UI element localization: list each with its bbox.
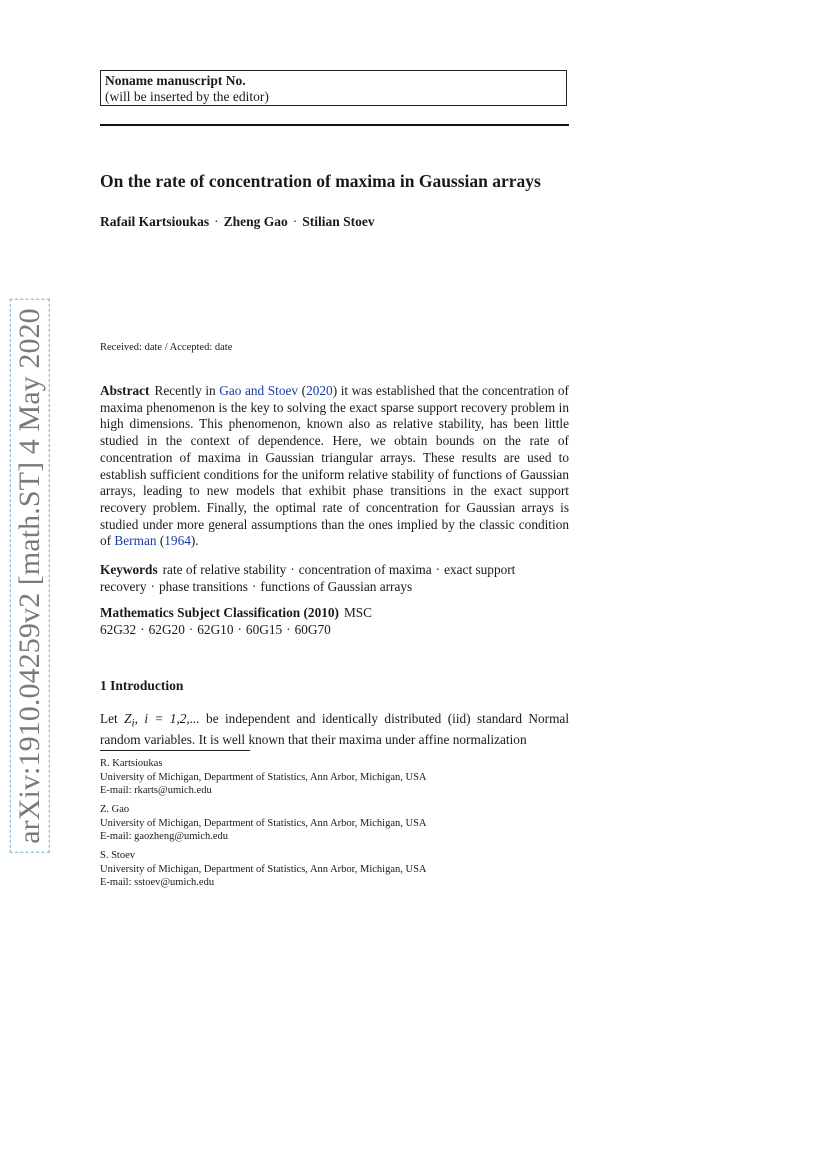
manuscript-header-box xyxy=(100,70,567,106)
msc-classification xyxy=(100,605,569,638)
abstract-text: ) it was established that the concentration of maxima phenomenon is the key to solving the exact sparse support recovery problem in high dimensions. This phenomenon, known also as relative stability, has been little studied in the context of dependence. Here, we obtain bounds on the rate of concentration of maxima in Gaussian triangular arrays. These results are used to establish sufficient conditions for the uniform relative stability of functions of Gaussian arrays, leading to new models that exhibit phase transitions in the exact support recovery problem. Finally, the optimal rate of concentration for Gaussian arrays is studied under more general assumptions than the ones implied by the classic condition of xyxy=(100,383,569,549)
citation-year-link[interactable]: 1964 xyxy=(164,533,191,549)
editor-note: (will be inserted by the editor) xyxy=(105,89,269,104)
affiliation-name: R. Kartsioukas xyxy=(100,758,163,769)
arxiv-identifier: arXiv:1910.04259v2 [math.ST] 4 May 2020 xyxy=(10,299,50,853)
affiliation-name: S. Stoev xyxy=(100,850,136,861)
msc-code: 60G15 xyxy=(245,621,283,637)
citation-link[interactable]: Berman xyxy=(114,533,157,549)
affiliation-department: University of Michigan, Department of Statistics, Ann Arbor, Michigan, USA xyxy=(100,817,427,829)
author-separator: · xyxy=(214,214,219,229)
msc-prefix: MSC xyxy=(343,605,373,620)
manuscript-number: Noname manuscript No. xyxy=(105,73,246,88)
intro-text: , xyxy=(134,711,145,726)
abstract-text: ). xyxy=(190,533,199,549)
abstract-label: Abstract xyxy=(100,383,150,398)
intro-text: Let xyxy=(100,711,125,726)
keywords xyxy=(100,562,569,595)
affiliation-email: E-mail: sstoev@umich.edu xyxy=(100,877,215,888)
msc-label: Mathematics Subject Classification (2010) xyxy=(100,605,339,620)
msc-code: 60G70 xyxy=(294,621,331,637)
section-heading: 1 Introduction xyxy=(100,678,184,693)
received-date: Received: date / Accepted: date xyxy=(100,342,233,353)
keyword: rate of relative stability xyxy=(162,562,287,577)
msc-code: 62G32 xyxy=(100,621,137,637)
arxiv-sidebar xyxy=(2,308,58,844)
keyword-separator: · xyxy=(251,578,257,594)
math-variable: Z xyxy=(124,711,132,726)
footnote-rule xyxy=(100,750,250,751)
msc-separator: · xyxy=(140,621,145,637)
msc-code: 62G10 xyxy=(197,621,234,637)
keyword-separator: · xyxy=(435,562,441,577)
msc-code: 62G20 xyxy=(148,621,185,637)
author-name: Stilian Stoev xyxy=(302,214,375,229)
keyword: phase transitions xyxy=(158,578,248,594)
affiliation-department: University of Michigan, Department of Statistics, Ann Arbor, Michigan, USA xyxy=(100,771,427,783)
affiliation-email: E-mail: rkarts@umich.edu xyxy=(100,785,212,796)
abstract-text: ( xyxy=(298,383,307,398)
author-name: Zheng Gao xyxy=(223,214,288,229)
intro-text: be independent and identically distributed (iid) standard Normal random variables. It is well known that their maxima under affine normalization xyxy=(100,711,570,748)
paper-title: On the rate of concentration of maxima in Gaussian arrays xyxy=(100,171,541,191)
affiliation-name: Z. Gao xyxy=(100,804,130,815)
keyword: concentration of maxima xyxy=(298,562,432,577)
author-separator: · xyxy=(292,214,298,229)
keyword: functions of Gaussian arrays xyxy=(260,578,413,594)
abstract xyxy=(100,383,569,550)
author-name: Rafail Kartsioukas xyxy=(100,214,210,229)
math-subscript: i xyxy=(131,717,135,730)
author-list xyxy=(100,214,375,230)
affiliation-block xyxy=(100,757,427,798)
citation-year-link[interactable]: 2020 xyxy=(306,383,333,398)
keyword-separator: · xyxy=(150,578,155,594)
msc-separator: · xyxy=(237,621,242,637)
affiliation-block xyxy=(100,849,427,890)
msc-separator: · xyxy=(188,621,194,637)
citation-link[interactable]: Gao and Stoev xyxy=(219,383,299,398)
msc-separator: · xyxy=(286,621,291,637)
intro-paragraph xyxy=(100,711,569,749)
abstract-text: ( xyxy=(156,533,165,549)
affiliation-block xyxy=(100,803,427,844)
affiliation-department: University of Michigan, Department of Statistics, Ann Arbor, Michigan, USA xyxy=(100,863,427,875)
keyword: exact support recovery xyxy=(100,562,516,594)
math-index-range: i = 1,2,... xyxy=(144,711,200,726)
abstract-text: Recently in xyxy=(154,383,220,398)
keyword-separator: · xyxy=(290,562,295,577)
header-rule xyxy=(100,124,569,126)
affiliation-email: E-mail: gaozheng@umich.edu xyxy=(100,831,229,842)
keywords-label: Keywords xyxy=(100,562,158,577)
